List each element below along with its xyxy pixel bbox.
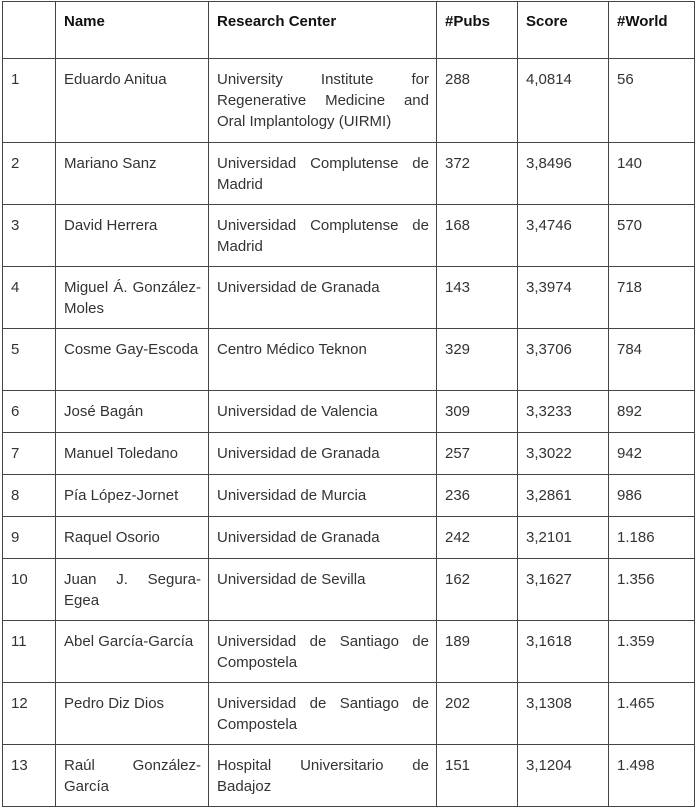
pubs-cell: 202 [437, 683, 518, 745]
table-row [3, 517, 695, 559]
rank-cell: 12 [3, 683, 56, 745]
research-center-cell: Centro Médico Teknon [209, 329, 437, 391]
table-row [3, 433, 695, 475]
research-center-cell: Universidad Complutense de Madrid [209, 205, 437, 267]
world-rank-cell: 1.498 [609, 745, 695, 807]
header-research-center: Research Center [209, 2, 437, 59]
rank-cell: 11 [3, 621, 56, 683]
name-cell: Cosme Gay-Escoda [56, 329, 209, 391]
world-rank-cell: 892 [609, 391, 695, 433]
research-center-cell: University Institute for Regenerative Medicine and Oral Implantology (UIRMI) [209, 59, 437, 143]
pubs-cell: 288 [437, 59, 518, 143]
pubs-cell: 309 [437, 391, 518, 433]
world-rank-cell: 570 [609, 205, 695, 267]
research-center-cell: Universidad de Valencia [209, 391, 437, 433]
rank-cell: 5 [3, 329, 56, 391]
score-cell: 3,4746 [518, 205, 609, 267]
research-center-cell: Universidad de Granada [209, 517, 437, 559]
world-rank-cell: 140 [609, 143, 695, 205]
pubs-cell: 372 [437, 143, 518, 205]
table-row [3, 329, 695, 391]
rank-cell: 2 [3, 143, 56, 205]
pubs-cell: 242 [437, 517, 518, 559]
score-cell: 3,1308 [518, 683, 609, 745]
header-world: #World [609, 2, 695, 59]
rank-cell: 4 [3, 267, 56, 329]
world-rank-cell: 986 [609, 475, 695, 517]
table-row [3, 683, 695, 745]
score-cell: 3,2861 [518, 475, 609, 517]
research-center-cell: Universidad de Granada [209, 267, 437, 329]
rank-cell: 6 [3, 391, 56, 433]
name-cell: Abel García-García [56, 621, 209, 683]
score-cell: 3,1204 [518, 745, 609, 807]
rank-cell: 7 [3, 433, 56, 475]
rank-cell: 10 [3, 559, 56, 621]
research-center-cell: Universidad de Santiago de Compostela [209, 683, 437, 745]
pubs-cell: 329 [437, 329, 518, 391]
research-center-cell: Universidad Complutense de Madrid [209, 143, 437, 205]
table-row [3, 59, 695, 143]
name-cell: Raquel Osorio [56, 517, 209, 559]
score-cell: 4,0814 [518, 59, 609, 143]
world-rank-cell: 1.186 [609, 517, 695, 559]
score-cell: 3,3022 [518, 433, 609, 475]
pubs-cell: 236 [437, 475, 518, 517]
table-row [3, 559, 695, 621]
pubs-cell: 189 [437, 621, 518, 683]
score-cell: 3,3974 [518, 267, 609, 329]
world-rank-cell: 56 [609, 59, 695, 143]
research-center-cell: Universidad de Santiago de Compostela [209, 621, 437, 683]
rank-cell: 9 [3, 517, 56, 559]
name-cell: Miguel Á. González-Moles [56, 267, 209, 329]
name-cell: Manuel Toledano [56, 433, 209, 475]
world-rank-cell: 718 [609, 267, 695, 329]
world-rank-cell: 784 [609, 329, 695, 391]
name-cell: David Herrera [56, 205, 209, 267]
world-rank-cell: 942 [609, 433, 695, 475]
name-cell: José Bagán [56, 391, 209, 433]
research-center-cell: Universidad de Sevilla [209, 559, 437, 621]
world-rank-cell: 1.356 [609, 559, 695, 621]
score-cell: 3,1627 [518, 559, 609, 621]
header-score: Score [518, 2, 609, 59]
pubs-cell: 168 [437, 205, 518, 267]
header-rank [3, 2, 56, 59]
score-cell: 3,1618 [518, 621, 609, 683]
table-row [3, 143, 695, 205]
pubs-cell: 151 [437, 745, 518, 807]
name-cell: Mariano Sanz [56, 143, 209, 205]
header-pubs: #Pubs [437, 2, 518, 59]
name-cell: Eduardo Anitua [56, 59, 209, 143]
table-row [3, 205, 695, 267]
score-cell: 3,3706 [518, 329, 609, 391]
pubs-cell: 162 [437, 559, 518, 621]
world-rank-cell: 1.359 [609, 621, 695, 683]
name-cell: Raúl González-García [56, 745, 209, 807]
name-cell: Pedro Diz Dios [56, 683, 209, 745]
table-row [3, 475, 695, 517]
rank-cell: 1 [3, 59, 56, 143]
table-header-row [3, 2, 695, 59]
score-cell: 3,3233 [518, 391, 609, 433]
research-center-cell: Universidad de Granada [209, 433, 437, 475]
score-cell: 3,2101 [518, 517, 609, 559]
name-cell: Pía López-Jornet [56, 475, 209, 517]
score-cell: 3,8496 [518, 143, 609, 205]
rank-cell: 8 [3, 475, 56, 517]
name-cell: Juan J. Segura-Egea [56, 559, 209, 621]
ranking-table [2, 1, 695, 807]
table-row [3, 267, 695, 329]
rank-cell: 13 [3, 745, 56, 807]
table-row [3, 621, 695, 683]
world-rank-cell: 1.465 [609, 683, 695, 745]
research-center-cell: Hospital Universitario de Badajoz [209, 745, 437, 807]
pubs-cell: 143 [437, 267, 518, 329]
header-name: Name [56, 2, 209, 59]
table-row [3, 391, 695, 433]
research-center-cell: Universidad de Murcia [209, 475, 437, 517]
rank-cell: 3 [3, 205, 56, 267]
pubs-cell: 257 [437, 433, 518, 475]
table-row [3, 745, 695, 807]
